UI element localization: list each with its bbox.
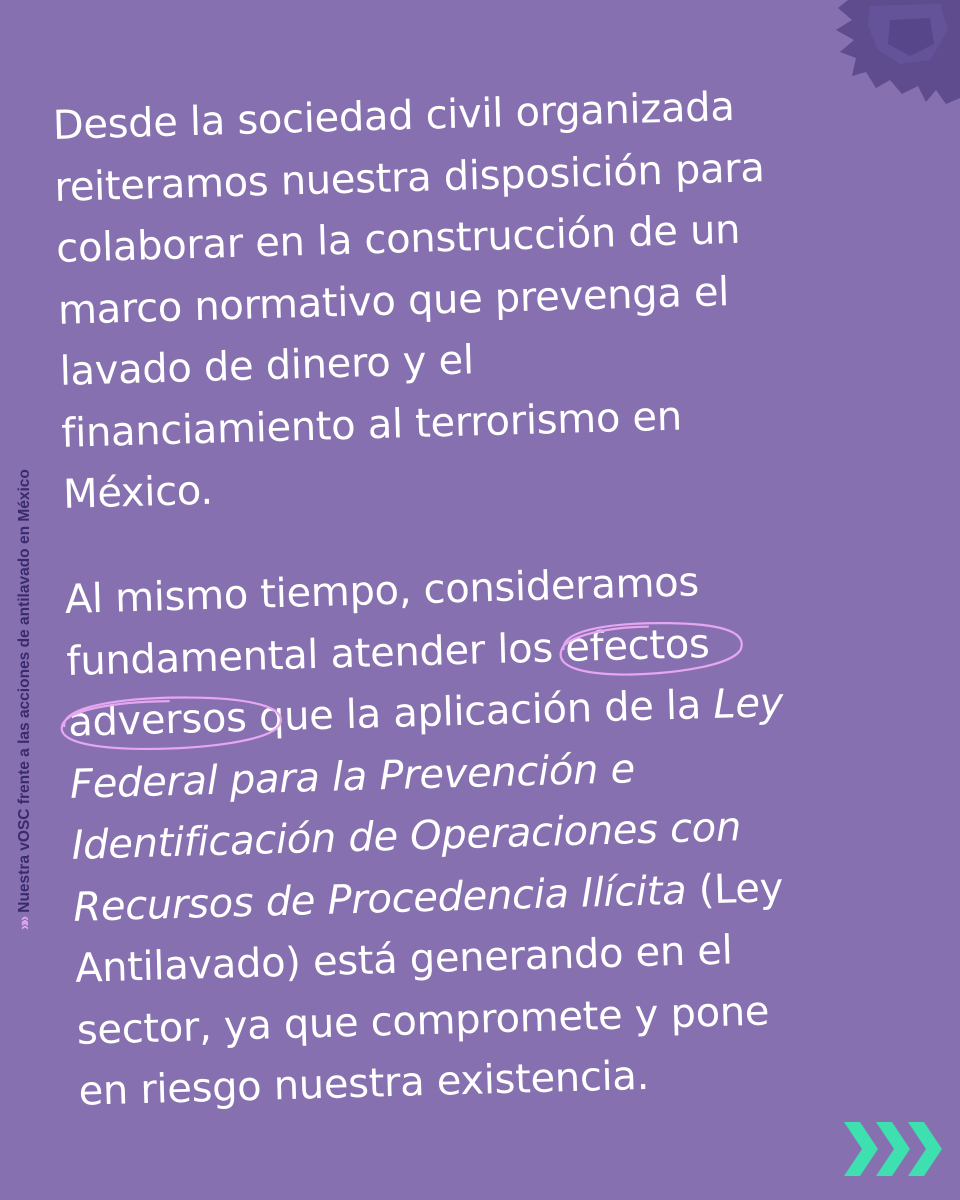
torn-paper-decoration [830, 0, 960, 110]
paragraph-2 [64, 550, 794, 1123]
law-name-text: Recursos de Procedencia Ilícita [72, 867, 687, 931]
law-name-line: Federal para la Prevención e [69, 745, 636, 808]
circled-word-text: efectos [564, 620, 711, 671]
paragraph-2-line: en riesgo nuestra existencia. [77, 1052, 650, 1115]
paragraph-2-text: (Ley [685, 864, 784, 914]
paragraph-1-line: colaborar en la construcción de un [55, 206, 741, 272]
paragraph-2-text: fundamental atender los [65, 624, 566, 685]
circled-word-efectos [564, 614, 710, 680]
paragraph-1-line: reiteramos nuestra disposición para [53, 144, 766, 211]
side-label-text: Nuestra vOSC frente a las acciones de antilavado en México [16, 469, 33, 913]
side-label [0, 300, 33, 940]
paragraph-1-line: marco normativo que prevenga el [57, 268, 730, 334]
paragraph-1-line: lavado de dinero y el [59, 337, 475, 395]
paragraph-1-line: Desde la sociedad civil organizada [52, 83, 736, 149]
paragraph-1 [52, 76, 774, 526]
triple-chevron-right-icon[interactable] [842, 1118, 946, 1180]
paragraph-1-line: financiamiento al terrorismo en [60, 393, 683, 457]
paragraph-2-line: Antilavado) está generando en el [74, 927, 734, 992]
circled-word-adversos [67, 688, 247, 754]
chevrons-icon: »» [16, 918, 33, 930]
law-name-text: Ley [712, 679, 784, 728]
paragraph-1-line: México. [62, 467, 214, 518]
law-name-line: Identificación de Operaciones con [71, 804, 742, 869]
paragraph-2-text: que la aplicación de la [245, 681, 715, 741]
paragraph-2-line: Al mismo tiempo, consideramos [64, 559, 700, 623]
circled-word-text: adversos [67, 694, 248, 746]
paragraph-2-line: sector, ya que compromete y pone [76, 987, 770, 1054]
